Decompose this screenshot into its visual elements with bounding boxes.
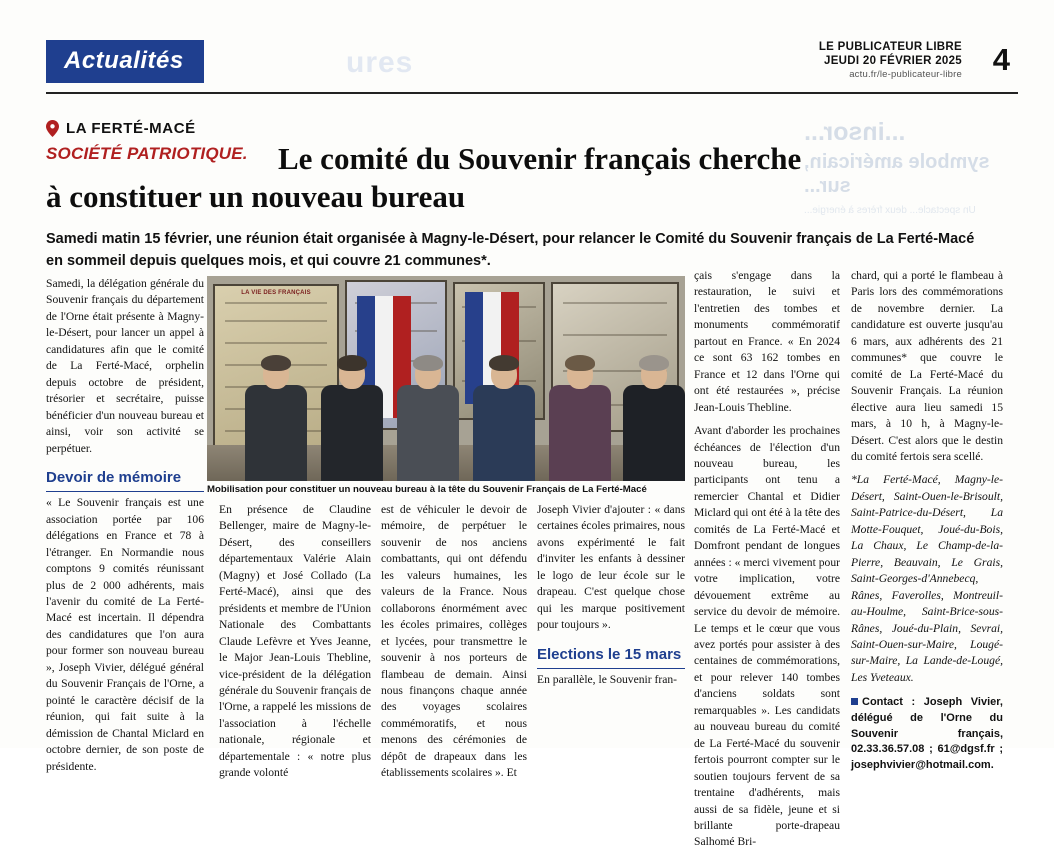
headline-line-2: à constituer un nouveau bureau bbox=[46, 178, 466, 214]
paragraph: « Le Souvenir français est une association portée par 106 délégations en France et 78 à l'étranger. En Normandie nous comptons 9 comités réunissant plus de 2 000 adhérents, mais l'avenir du comité de La Ferté-Macé est incertain. Il dépendra des candidatures que l'on aura pour former son nouveau bureau », Joseph Vivier, délégué général du Souvenir Français de l'Orne, a pointé le caractère décisif de la réunion, qui fait suite à la démission de Chantal Miclard en octobre dernier, de son poste de présidente. bbox=[46, 496, 204, 773]
paragraph: Avant d'aborder les prochaines échéances de l'élection d'un nouveau bureau, les participants ont tenu a remercier Chantal et Didier Miclard qui ont été à la tête des comités de La Ferté-Macé et Domfront pendant de longues années : « merci vivement pour votre implication, votre dévouement extrême au service du devoir de mémoire. Le temps et le cœur que vous avez portés pour assister à des centaines de commémorations, et pour relever 140 tombes d'anciens soldats sont remarquables ». Les candidats au nouveau bureau du comité de La Ferté-Macé du souvenir fertois pourront compter sur le soutien toujours fervent de sa trentaine d'adhérents, mais aussi de sa fidèle, jeune et si brillante porte-drapeau Salhomé Bri- bbox=[694, 424, 840, 849]
subheading-elections: Elections le 15 mars bbox=[537, 644, 685, 669]
person-3-body bbox=[397, 385, 459, 481]
contact-block bbox=[851, 695, 1003, 773]
person-4-body bbox=[473, 385, 535, 481]
paragraph: Samedi, la délégation générale du Souvenir français du département de l'Orne était présente à Magny-le-Désert, pour lancer un appel à candidatures afin que le comité de La Ferté-Macé, orphelin depuis octobre de président, trésorier et secrétaire, puisse bénéficier d'un nouveau bureau et ainsi, voir son activité se perpétuer. bbox=[46, 277, 204, 455]
headline bbox=[46, 140, 1006, 216]
paragraph: çais s'engage dans la restauration, le suivi et l'entretien des tombes et monuments commémoratif partout en France. « En 2024 ce sont 63 162 tombes en France et 12 dans l'Orne qui ont été restaurées », précise Jean-Louis Thebline. bbox=[694, 269, 840, 414]
paper-date: JEUDI 20 FÉVRIER 2025 bbox=[824, 55, 962, 68]
photo-person-6 bbox=[621, 359, 685, 481]
masthead-divider bbox=[46, 92, 1018, 94]
person-5-body bbox=[549, 385, 611, 481]
headline-line-1: Le comité du Souvenir français cherche bbox=[278, 141, 802, 176]
photo-person-3 bbox=[395, 359, 461, 481]
photo-caption: Mobilisation pour constituer un nouveau bureau à la tête du Souvenir Français de La Ferté-Macé bbox=[207, 484, 647, 495]
person-2-body bbox=[321, 385, 383, 481]
paragraph: En parallèle, le Souvenir fran- bbox=[537, 672, 678, 686]
person-5-head bbox=[567, 359, 593, 389]
article-column-6 bbox=[851, 268, 1003, 773]
article-column-2 bbox=[219, 502, 371, 789]
paragraph: est de véhiculer le devoir de mémoire, de perpétuer le souvenir de nos anciens combattants, qui ont défendu les valeurs humaines, les valeurs de la France. Nous collaborons énormément avec les écoles primaires, collèges et lycées, pour transmettre le souvenir à nos porteurs de flambeau de demain. Ainsi nous finançons chaque année des voyages scolaires commémoratifs, et nous menons des cérémonies de dépôt de drapeaux dans les établissements scolaires ». Et bbox=[381, 503, 527, 780]
article-column-1 bbox=[46, 276, 204, 782]
person-6-body bbox=[623, 385, 685, 481]
section-label: Actualités bbox=[46, 40, 204, 83]
exhibit-panel-1-title: LA VIE DES FRANÇAIS bbox=[241, 290, 311, 296]
paragraph: En présence de Claudine Bellenger, maire de Magny-le-Désert, des conseillers départementaux Valérie Alain (Magny) et José Collado (La Ferté-Macé), ainsi que des présidents et membre de l'Union Nationale des Combattants Claude Lefèvre et Yves Jeanne, le Major Jean-Louis Thebline, vice-président de la délégation générale du Souvenir français de l'Orne, a rappelé les missions de l'association à l'échelle nationale, régionale et départementale : « notre plus grande volonté bbox=[219, 503, 371, 780]
ghost-section-label: ures bbox=[346, 46, 414, 79]
person-6-head bbox=[641, 359, 667, 389]
article-column-4 bbox=[537, 502, 685, 695]
bleed-line-2: symbole américain, sur... bbox=[804, 150, 990, 197]
photo-person-2 bbox=[319, 359, 385, 481]
article-column-5 bbox=[694, 268, 840, 858]
person-4-head bbox=[491, 359, 517, 389]
person-2-head bbox=[339, 359, 365, 389]
paragraph: Joseph Vivier d'ajouter : « dans certaines écoles primaires, nous avons expérimenté le fait d'inviter les enfants à dessiner le logo de leur école sur le drapeau. C'est quelque chose qui les marque positivement pour toujours ». bbox=[537, 503, 685, 632]
square-bullet-icon bbox=[851, 698, 858, 705]
paper-name: LE PUBLICATEUR LIBRE bbox=[818, 41, 962, 53]
kicker: SOCIÉTÉ PATRIOTIQUE. bbox=[46, 144, 248, 163]
bleed-line-1: ...insor... bbox=[804, 118, 906, 146]
person-1-head bbox=[263, 359, 289, 389]
paper-info bbox=[819, 40, 962, 81]
subheading-devoir-de-memoire: Devoir de mémoire bbox=[46, 467, 204, 492]
map-pin-icon bbox=[46, 120, 59, 137]
locality-name: LA FERTÉ-MACÉ bbox=[66, 120, 196, 137]
paragraph: chard, qui a porté le flambeau à Paris lors des commémorations de novembre dernier. La candidature est ouverte jusqu'au 6 mars, aux adhérents des 21 communes* que couvre le comité de La Ferté-Macé du Souvenir Français. La réunion élective aura lieu samedi 15 mars, à 10 h, à Magny-le-Désert. C'est alors que le destin du comité fertois sera scellé. bbox=[851, 269, 1003, 463]
photo-person-1 bbox=[243, 359, 309, 481]
person-1-body bbox=[245, 385, 307, 481]
photo-person-4 bbox=[471, 359, 537, 481]
standfirst: Samedi matin 15 février, une réunion était organisée à Magny-le-Désert, pour relancer le Comité du Souvenir français de La Ferté-Macé en sommeil depuis quelques mois, et qui couvre 21 communes*. bbox=[46, 231, 975, 270]
page-number: 4 bbox=[992, 42, 1010, 77]
paper-website: actu.fr/le-publicateur-libre bbox=[849, 69, 962, 81]
article-photo bbox=[207, 276, 685, 481]
article-column-3 bbox=[381, 502, 527, 789]
communes-footnote: *La Ferté-Macé, Magny-le-Désert, Saint-Ouen-le-Brisoult, Saint-Patrice-du-Désert, La Motte-Fouquet, Joué-du-Bois, La Chaux, Le Champ-de-la-Pierre, Beauvain, Le Grais, Saint-Georges-d'Annebecq, Rânes, Faverolles, Montreuil-au-Houlme, Saint-Brice-sous-Rânes, Joué-du-Plain, Sevrai, Saint-Ouen-sur-Maire, Lougé-sur-Maire, La Lande-de-Lougé, Les Yveteaux. bbox=[851, 473, 1003, 684]
person-3-head bbox=[415, 359, 441, 389]
contact-text: Contact : Joseph Vivier, délégué de l'Orne du Souvenir français, 02.33.36.57.08 ; 61@dgsf.fr ; josephvivier@hotmail.com. bbox=[851, 696, 1003, 771]
bleed-line-3: Un spectacle... deux frères à énergie... bbox=[804, 204, 976, 216]
locality-line bbox=[46, 120, 196, 137]
masthead bbox=[46, 40, 1018, 84]
photo-person-5 bbox=[547, 359, 613, 481]
